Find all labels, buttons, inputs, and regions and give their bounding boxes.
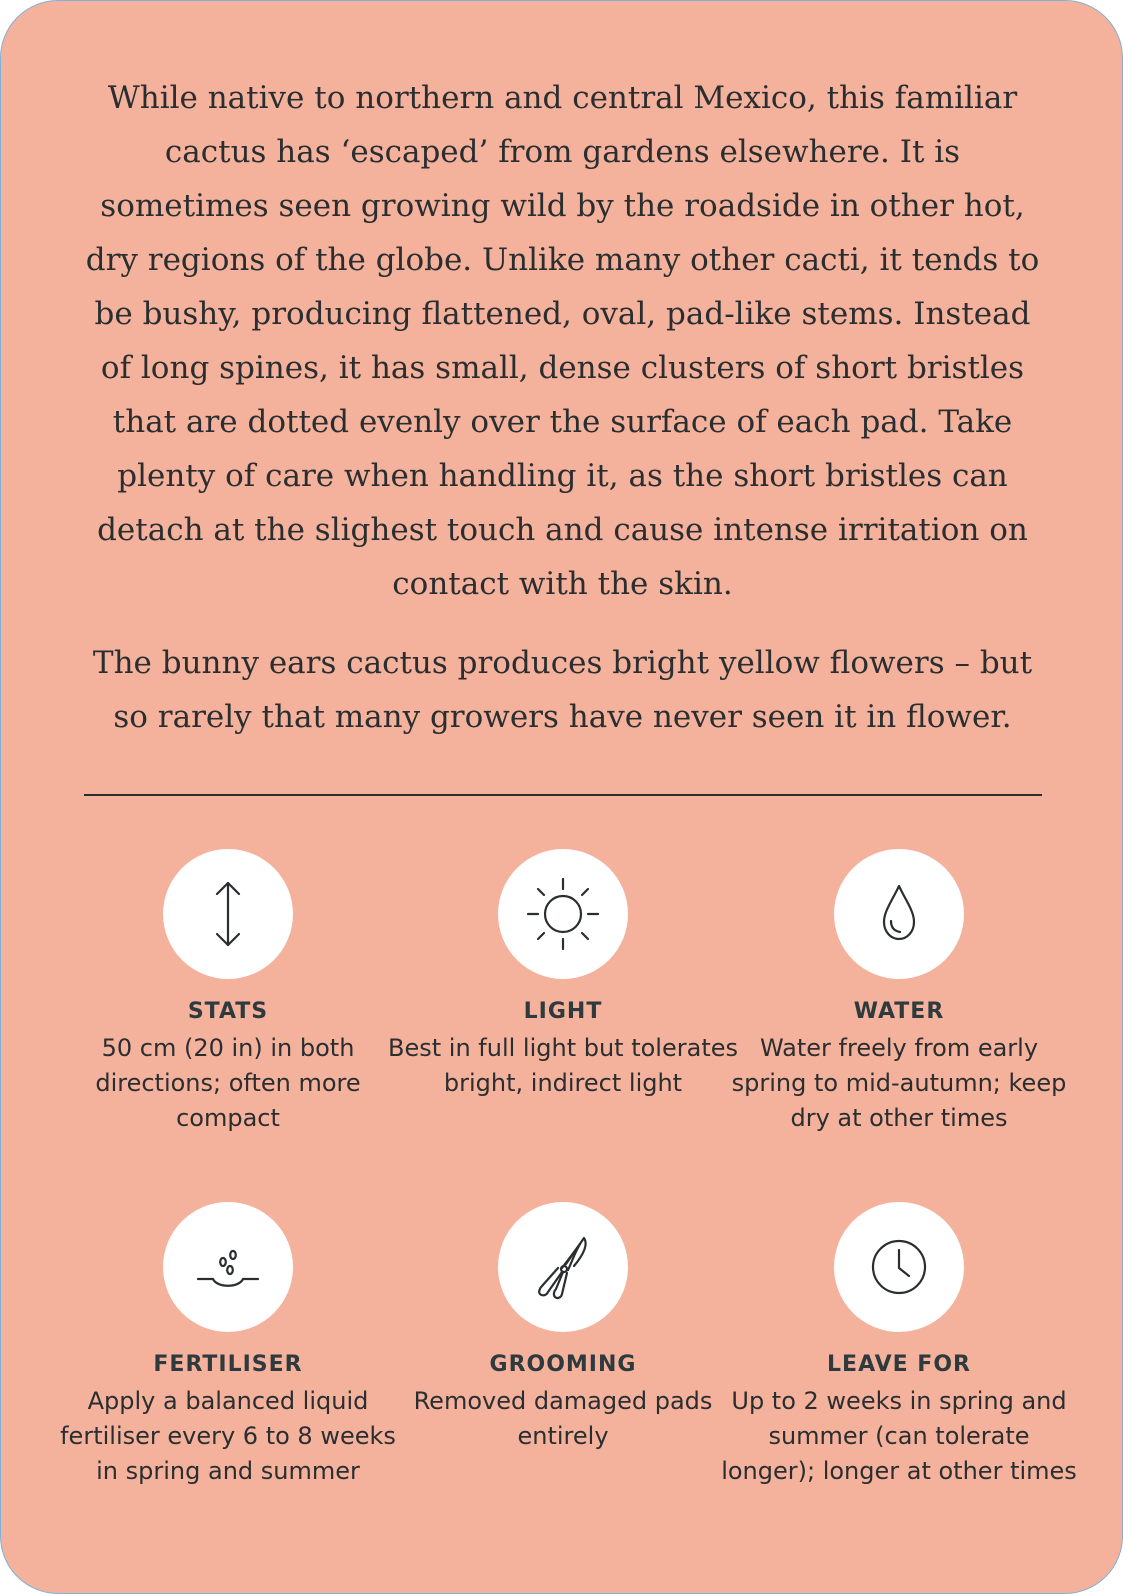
section-divider	[84, 794, 1042, 796]
sun-icon	[498, 849, 628, 979]
flower-note-paragraph: The bunny ears cactus produces bright yellow flowers – but so rarely that many growers have never seen it in flower.	[92, 645, 1033, 735]
stats-title: STATS	[187, 999, 269, 1024]
stats-description: 50 cm (20 in) in both directions; often more compact	[95, 1034, 361, 1132]
water-drop-icon	[834, 849, 964, 979]
grooming-description: Removed damaged pads entirely	[413, 1387, 713, 1450]
pruning-shears-icon	[498, 1202, 628, 1332]
seeds-soil-icon	[163, 1202, 293, 1332]
grooming-title: GROOMING	[489, 1352, 637, 1377]
light-description: Best in full light but tolerates bright, indirect light	[388, 1034, 738, 1097]
intro-paragraph: While native to northern and central Mexico, this familiar cactus has ‘escaped’ from gardens elsewhere. It is sometimes seen growing wild by the roadside in other hot, dry regions of the globe. Unlike many other cacti, it tends to be bushy, producing flattened, oval, pad-like stems. Instead of long spines, it has small, dense clusters of short bristles that are dotted evenly over the surface of each pad. Take plenty of care when handling it, as the short bristles can detach at the slighest touch and cause intense irritation on contact with the skin.	[85, 80, 1040, 602]
light-title: LIGHT	[523, 999, 603, 1024]
clock-icon	[834, 1202, 964, 1332]
water-description: Water freely from early spring to mid-autumn; keep dry at other times	[731, 1034, 1067, 1132]
height-arrows-icon	[163, 849, 293, 979]
water-title: WATER	[853, 999, 945, 1024]
leave-for-title: LEAVE FOR	[827, 1352, 971, 1377]
fertiliser-title: FERTILISER	[153, 1352, 303, 1377]
fertiliser-description: Apply a balanced liquid fertiliser every 6 to 8 weeks in spring and summer	[60, 1387, 396, 1485]
leave-for-description: Up to 2 weeks in spring and summer (can tolerate longer); longer at other times	[721, 1387, 1077, 1485]
